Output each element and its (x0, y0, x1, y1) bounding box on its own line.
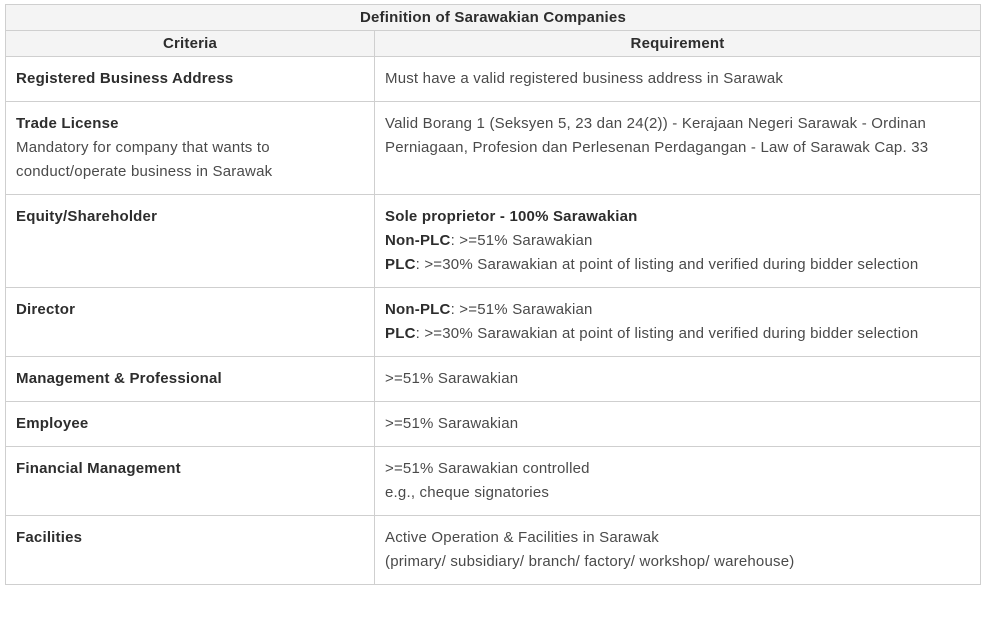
requirement-line (385, 457, 970, 481)
requirement-cell (375, 516, 981, 585)
criteria-label: Director (16, 301, 76, 318)
requirement-cell (375, 447, 981, 516)
table-row-management-professional (6, 357, 981, 402)
requirement-line (385, 550, 970, 574)
table-header-row (6, 31, 981, 57)
table-row-facilities (6, 516, 981, 585)
requirement-text: : >=51% Sarawakian (450, 301, 593, 318)
requirement-text: >=51% Sarawakian (385, 415, 519, 432)
criteria-label: Facilities (16, 529, 83, 546)
criteria-label: Registered Business Address (16, 70, 234, 87)
requirement-cell (375, 357, 981, 402)
table-row-equity-shareholder (6, 195, 981, 288)
definition-table (5, 4, 981, 585)
requirement-text: : >=30% Sarawakian at point of listing and verified during bidder selection (415, 256, 919, 273)
requirement-bold: Sole proprietor - 100% Sarawakian (385, 208, 638, 225)
requirement-bold: Non-PLC (385, 232, 451, 249)
criteria-cell (6, 402, 375, 447)
table-row-director (6, 288, 981, 357)
requirement-text: Valid Borang 1 (Seksyen 5, 23 dan 24(2)) - Kerajaan Negeri Sarawak - Ordinan Perniagaan, Profesion dan Perlesenan Perdagangan - Law of Sarawak Cap. 33 (385, 115, 929, 156)
criteria-note: Mandatory for company that wants to conduct/operate business in Sarawak (16, 139, 273, 180)
requirement-line (385, 229, 970, 253)
column-header-criteria: Criteria (6, 31, 375, 57)
requirement-line (385, 253, 970, 277)
requirement-bold: PLC (385, 256, 416, 273)
requirement-text: (primary/ subsidiary/ branch/ factory/ workshop/ warehouse) (385, 553, 795, 570)
requirement-text: : >=51% Sarawakian (450, 232, 593, 249)
requirement-line (385, 205, 970, 229)
criteria-cell (6, 516, 375, 585)
criteria-label: Employee (16, 415, 89, 432)
table-row-registered-business-address (6, 57, 981, 102)
criteria-label: Equity/Shareholder (16, 208, 158, 225)
requirement-line (385, 526, 970, 550)
criteria-label: Financial Management (16, 460, 181, 477)
requirement-cell (375, 195, 981, 288)
requirement-line (385, 112, 970, 160)
requirement-cell (375, 57, 981, 102)
table-title-row (6, 5, 981, 31)
requirement-line (385, 298, 970, 322)
table-row-employee (6, 402, 981, 447)
requirement-cell (375, 402, 981, 447)
requirement-line (385, 67, 970, 91)
criteria-cell (6, 195, 375, 288)
criteria-cell (6, 102, 375, 195)
requirement-line (385, 481, 970, 505)
requirement-text: e.g., cheque signatories (385, 484, 550, 501)
requirement-text: Active Operation & Facilities in Sarawak (385, 529, 659, 546)
criteria-cell (6, 447, 375, 516)
requirement-text: Must have a valid registered business address in Sarawak (385, 70, 784, 87)
requirement-line (385, 367, 970, 391)
criteria-label: Management & Professional (16, 370, 222, 387)
table-title: Definition of Sarawakian Companies (6, 5, 981, 31)
requirement-line (385, 412, 970, 436)
requirement-line (385, 322, 970, 346)
requirement-text: >=51% Sarawakian controlled (385, 460, 590, 477)
requirement-cell (375, 102, 981, 195)
requirement-text: : >=30% Sarawakian at point of listing and verified during bidder selection (415, 325, 919, 342)
requirement-cell (375, 288, 981, 357)
column-header-requirement: Requirement (375, 31, 981, 57)
criteria-cell (6, 57, 375, 102)
criteria-cell (6, 357, 375, 402)
requirement-bold: PLC (385, 325, 416, 342)
table-row-trade-license (6, 102, 981, 195)
criteria-cell (6, 288, 375, 357)
criteria-label: Trade License (16, 115, 119, 132)
requirement-bold: Non-PLC (385, 301, 451, 318)
requirement-text: >=51% Sarawakian (385, 370, 519, 387)
table-row-financial-management (6, 447, 981, 516)
